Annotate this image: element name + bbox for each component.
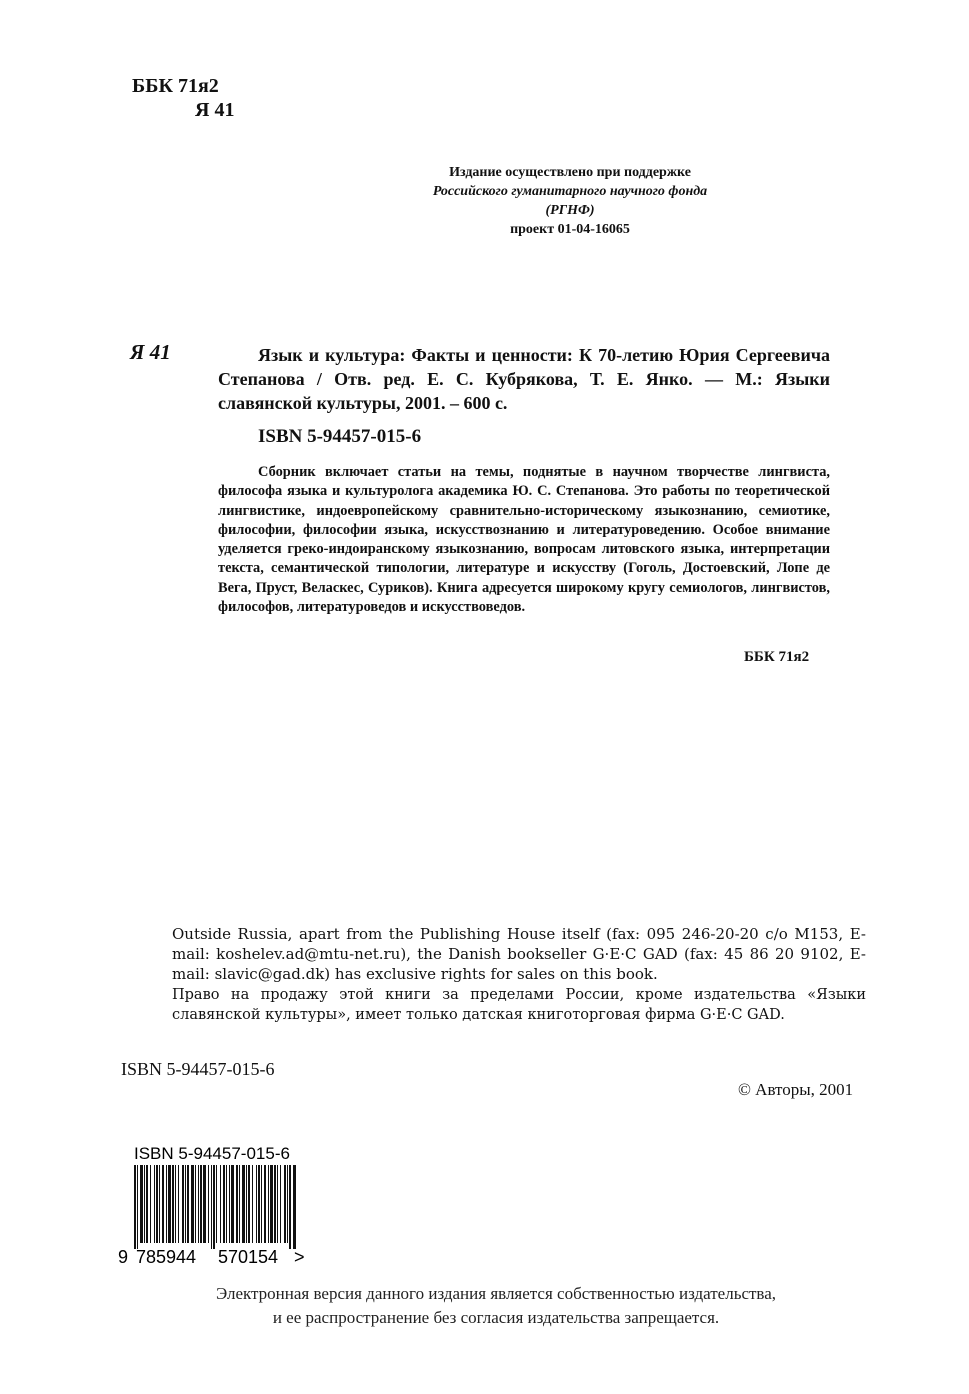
barcode-bar: [242, 1165, 245, 1243]
barcode-bar: [211, 1165, 212, 1249]
barcode-bar: [134, 1165, 136, 1249]
barcode-bar: [178, 1165, 179, 1243]
barcode-label: ISBN 5-94457-015-6: [134, 1144, 290, 1163]
barcode-graphic: [118, 1143, 318, 1271]
barcode-bar: [195, 1165, 196, 1243]
funding-line-1: Издание осуществлено при поддержке: [449, 165, 691, 180]
barcode-bar: [293, 1165, 296, 1249]
barcode-digits-left: 785944: [136, 1247, 197, 1267]
bbk-code-bottom: ББК 71я2: [744, 649, 810, 665]
barcode-bar: [220, 1165, 221, 1243]
barcode-bar: [168, 1165, 171, 1243]
sales-rights-english: Outside Russia, apart from the Publishing House itself (fax: 095 246-20-20 c/o M153, E-mail: koshelev.ad@mtu-net.ru), the Danish bookseller G·E·C GAD (fax: 45 86 20 9102, E-mail: slavic@gad.dk) has exclusive rights for sales on this book.: [172, 925, 866, 983]
barcode-bar: [137, 1165, 138, 1249]
isbn-bottom: ISBN 5-94457-015-6: [121, 1059, 275, 1079]
barcode-bar: [287, 1165, 288, 1243]
barcode-bar: [252, 1165, 253, 1243]
catalog-index-code: Я 41: [130, 340, 171, 364]
barcode-bar: [182, 1165, 184, 1243]
electronic-edition-notice: [100, 1282, 892, 1330]
barcode-bar: [175, 1165, 176, 1243]
barcode-bar: [223, 1165, 225, 1243]
isbn-barcode: [118, 1143, 318, 1271]
barcode-bar: [239, 1165, 240, 1243]
funding-line-3: (РГНФ): [545, 203, 595, 218]
footer-line-1: Электронная версия данного издания является собственностью издательства,: [215, 1284, 777, 1303]
barcode-bar: [246, 1165, 247, 1243]
barcode-bar: [198, 1165, 199, 1243]
barcode-digits-right: 570154: [218, 1247, 279, 1267]
author-mark: Я 41: [195, 99, 235, 121]
barcode-bar: [213, 1165, 215, 1249]
barcode-bar: [264, 1165, 266, 1243]
barcode-bars: [134, 1165, 296, 1249]
barcode-bar: [191, 1165, 194, 1243]
barcode-bar: [208, 1165, 209, 1243]
copyright-notice: © Авторы, 2001: [738, 1080, 854, 1099]
barcode-bar: [277, 1165, 278, 1243]
barcode-bar: [166, 1165, 167, 1243]
barcode-bar: [162, 1165, 164, 1243]
bbk-classification-top: [132, 74, 234, 122]
barcode-bar: [144, 1165, 145, 1243]
barcode-bar: [274, 1165, 276, 1243]
isbn-main: ISBN 5-94457-015-6: [258, 426, 422, 447]
barcode-bar: [229, 1165, 230, 1243]
barcode-arrow: >: [294, 1247, 305, 1267]
barcode-bar: [146, 1165, 148, 1243]
barcode-bar: [187, 1165, 189, 1243]
barcode-bar: [226, 1165, 227, 1243]
barcode-bar: [258, 1165, 260, 1243]
barcode-bar: [185, 1165, 186, 1243]
barcode-bar: [261, 1165, 262, 1243]
annotation: Сборник включает статьи на темы, поднятые в научном творчестве лингвиста, философа языка и культуролога академика Ю. С. Степанова. Это работы по теоретической лингвистике, индоевропейскому сравнительно-историческому языкознанию, семиотике, философии, философии языка, искусствознанию и литературоведению. Особое внимание уделяется греко-индоиранскому языкознанию, вопросам литовского языка, интерпретации текста, семантической типологии, литературе и искусству (Гоголь, Достоевский, Лопе де Вега, Пруст, Веласкес, Суриков). Книга адресуется широкому кругу семиологов, лингвистов, философов, литературоведов и искусствоведов.: [218, 464, 830, 616]
sales-rights-russian: Право на продажу этой книги за пределами России, кроме издательства «Языки славянской культуры», имеет только датская книготорговая фирма G·E·C GAD.: [172, 987, 866, 1023]
barcode-digit-first: 9: [118, 1247, 129, 1267]
barcode-bar: [154, 1165, 155, 1243]
barcode-bar: [289, 1165, 291, 1249]
barcode-bar: [140, 1165, 143, 1243]
barcode-bar: [216, 1165, 217, 1243]
funding-line-4: проект 01-04-16065: [510, 222, 630, 237]
barcode-bar: [156, 1165, 158, 1243]
footer-line-2: и ее распространение без согласия издательства запрещается.: [272, 1308, 720, 1327]
bbk-code: ББК 71я2: [132, 75, 219, 97]
barcode-bar: [172, 1165, 174, 1243]
barcode-bar: [231, 1165, 234, 1243]
barcode-bar: [203, 1165, 206, 1243]
barcode-bar: [236, 1165, 238, 1243]
bibliographic-record: Язык и культура: Факты и ценности: К 70-летию Юрия Сергеевича Степанова / Отв. ред. Е. С. Кубрякова, Т. Е. Янко. — М.: Языки славянской культуры, 2001. – 600 с.: [218, 345, 830, 413]
barcode-bar: [256, 1165, 257, 1243]
funding-line-2: Российского гуманитарного научного фонда: [432, 184, 708, 199]
barcode-bar: [280, 1165, 281, 1243]
barcode-bar: [270, 1165, 273, 1243]
barcode-bar: [159, 1165, 160, 1243]
barcode-bar: [150, 1165, 151, 1243]
barcode-bar: [268, 1165, 269, 1243]
funding-note: [300, 163, 840, 239]
barcode-bar: [248, 1165, 250, 1243]
barcode-bar: [200, 1165, 202, 1243]
barcode-bar: [284, 1165, 286, 1243]
